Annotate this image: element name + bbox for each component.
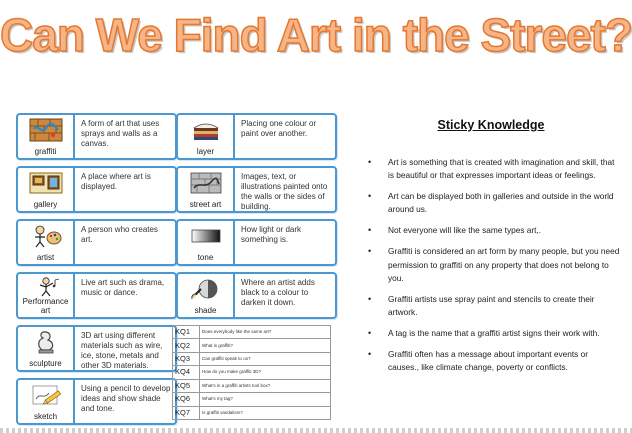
list-item: • Not everyone will like the same types art,.: [368, 224, 620, 237]
artist-palette-icon: [29, 224, 63, 248]
card-picture: [18, 168, 75, 211]
kq-question: What's in a graffiti artists tool box?: [200, 379, 331, 392]
page-edge-divider: [0, 428, 632, 433]
vocab-card-tone: [176, 219, 337, 266]
card-label: Performance art: [22, 297, 69, 315]
list-item: • Art can be displayed both in galleries and outside in the world around us.: [368, 190, 620, 217]
vocab-card-sketch: [16, 378, 177, 425]
list-item: • Graffiti artists use spray paint and stencils to create their artwork.: [368, 293, 620, 320]
key-questions-table: [172, 325, 331, 420]
street-mural-icon: [189, 171, 223, 195]
vocab-card-artist: [16, 219, 177, 266]
table-row: [173, 352, 331, 365]
card-label: street art: [189, 200, 222, 209]
table-row: [173, 366, 331, 379]
kq-key: KQ3: [173, 352, 200, 365]
card-label: graffiti: [34, 147, 57, 156]
card-label: artist: [36, 253, 55, 262]
kq-question: How do you make graffiti 3D?: [200, 366, 331, 379]
kq-key: KQ6: [173, 393, 200, 406]
vocab-card-street-art: [176, 166, 337, 213]
card-definition: How light or dark something is.: [241, 225, 302, 244]
kq-question: Is graffiti vandalism?: [200, 406, 331, 419]
card-definition: A person who creates art.: [81, 225, 158, 244]
kq-key: KQ5: [173, 379, 200, 392]
card-picture: [178, 221, 235, 264]
card-definition: Placing one colour or paint over another.: [241, 119, 317, 138]
card-label: gallery: [33, 200, 58, 209]
kq-question: Can graffiti speak to us?: [200, 352, 331, 365]
kq-key: KQ4: [173, 366, 200, 379]
table-row: [173, 339, 331, 352]
card-label: layer: [196, 147, 215, 156]
vocab-card-sculpture: [16, 325, 177, 372]
card-picture: [178, 274, 235, 317]
card-definition: A place where art is displayed.: [81, 172, 151, 191]
table-row: [173, 406, 331, 419]
card-definition: 3D art using different materials such as wire, ice, stone, metals and other 3D materials.: [81, 331, 163, 370]
table-row: [173, 379, 331, 392]
sculpture-icon: [29, 330, 63, 354]
pencil-sketch-icon: [29, 383, 63, 407]
card-picture: [18, 221, 75, 264]
card-label: sculpture: [29, 359, 62, 368]
kq-question: What is graffiti?: [200, 339, 331, 352]
list-item: • A tag is the name that a graffiti artist signs their work with.: [368, 327, 620, 340]
vocab-card-gallery: [16, 166, 177, 213]
card-definition: Where an artist adds black to a colour to darken it down.: [241, 278, 315, 307]
performer-icon: [29, 277, 63, 297]
sticky-knowledge-list: [368, 156, 620, 382]
vocab-card-graffiti: [16, 113, 177, 160]
kq-key: KQ2: [173, 339, 200, 352]
card-label: sketch: [33, 412, 58, 421]
tone-gradient-icon: [189, 224, 223, 248]
table-row: [173, 326, 331, 339]
kq-key: KQ1: [173, 326, 200, 339]
card-definition: A form of art that uses sprays and walls as a canvas.: [81, 119, 160, 148]
card-definition: Using a pencil to develop ideas and show shade and tone.: [81, 384, 171, 413]
vocab-card-layer: [176, 113, 337, 160]
card-label: shade: [194, 306, 217, 315]
card-definition: Images, text, or illustrations painted onto the walls or the sides of building.: [241, 172, 328, 211]
kq-key: KQ7: [173, 406, 200, 419]
card-picture: [18, 274, 75, 317]
card-picture: [178, 115, 235, 158]
vocab-card-performance-art: [16, 272, 177, 319]
card-picture: [18, 115, 75, 158]
card-definition: Live art such as drama, music or dance.: [81, 278, 165, 297]
kq-question: What's my tag?: [200, 393, 331, 406]
sticky-knowledge-heading: Sticky Knowledge: [437, 118, 545, 132]
card-picture: [178, 168, 235, 211]
table-row: [173, 393, 331, 406]
list-item: • Graffiti is considered an art form by many people, but you need permission to graffiti on any property that does not belong to you.: [368, 245, 620, 285]
shade-hand-icon: [189, 277, 223, 301]
card-picture: [18, 327, 75, 370]
card-label: tone: [197, 253, 214, 262]
list-item: • Graffiti often has a message about important events or causes., like climate change, poverty or conflicts.: [368, 348, 620, 375]
layered-cake-icon: [189, 118, 223, 142]
vocab-card-shade: [176, 272, 337, 319]
gallery-frames-icon: [29, 171, 63, 195]
card-picture: [18, 380, 75, 423]
page-title: Can We Find Art in the Street?: [0, 9, 632, 61]
graffiti-wall-icon: [29, 118, 63, 142]
kq-question: Does everybody like the same art?: [200, 326, 331, 339]
list-item: • Art is something that is created with imagination and skill, that is beautiful or that expresses important ideas or feelings.: [368, 156, 620, 183]
